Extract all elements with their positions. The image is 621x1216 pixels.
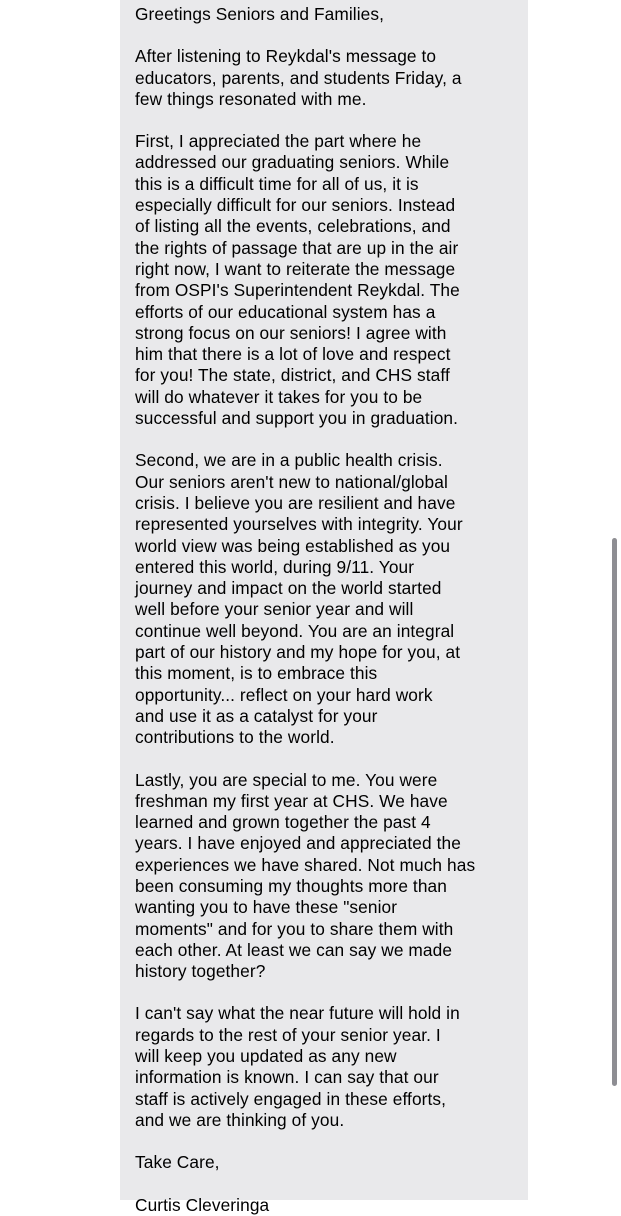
scrollbar-thumb[interactable] (612, 538, 617, 1086)
left-margin (0, 0, 120, 1200)
message-bubble[interactable] (120, 0, 528, 1215)
greeting-paragraph: Greetings Seniors and Families, (135, 4, 384, 24)
third-point-paragraph: Lastly, you are special to me. You were freshman my first year at CHS. We have learned and grown together the past 4 years. I have enjoyed and appreciated the experiences we have shared. Not much has been consuming my thoughts more than wanting you to have these "senior moments" and for you to share them with each other. At least we can say we made history together? (135, 769, 476, 982)
intro-paragraph: After listening to Reykdal's message to educators, parents, and students Friday, a few things resonated with me. (135, 46, 462, 109)
sign-off: Take Care, (135, 1152, 220, 1173)
second-point-paragraph: Second, we are in a public health crisis. Our seniors aren't new to national/global crisis. I believe you are resilient and have represented yourselves with integrity. Your world view was being established as you entered this world, during 9/11. Your journey and impact on the world started well before your senior year and will continue well beyond. You are an integral part of our history and my hope for you, at this moment, is to embrace this opportunity... reflect on your hard work and use it as a catalyst for your contributions to the world. (135, 450, 463, 748)
future-paragraph: I can't say what the near future will hold in regards to the rest of your senior year. I will keep you updated as any new information is known. I can say that our staff is actively engaged in these efforts, and we are thinking of you. (135, 1003, 460, 1130)
first-point-paragraph: First, I appreciated the part where he addressed our graduating seniors. While this is a difficult time for all of us, it is especially difficult for our seniors. Instead of listing all the events, celebrations, and the rights of passage that are up in the air right now, I want to reiterate the message from OSPI's Superintendent Reykdal. The efforts of our educational system has a strong focus on our seniors! I agree with him that there is a lot of love and respect for you! The state, district, and CHS staff will do whatever it takes for you to be successful and support you in graduation. (135, 131, 460, 429)
signature-name: Curtis Cleveringa (135, 1194, 270, 1215)
